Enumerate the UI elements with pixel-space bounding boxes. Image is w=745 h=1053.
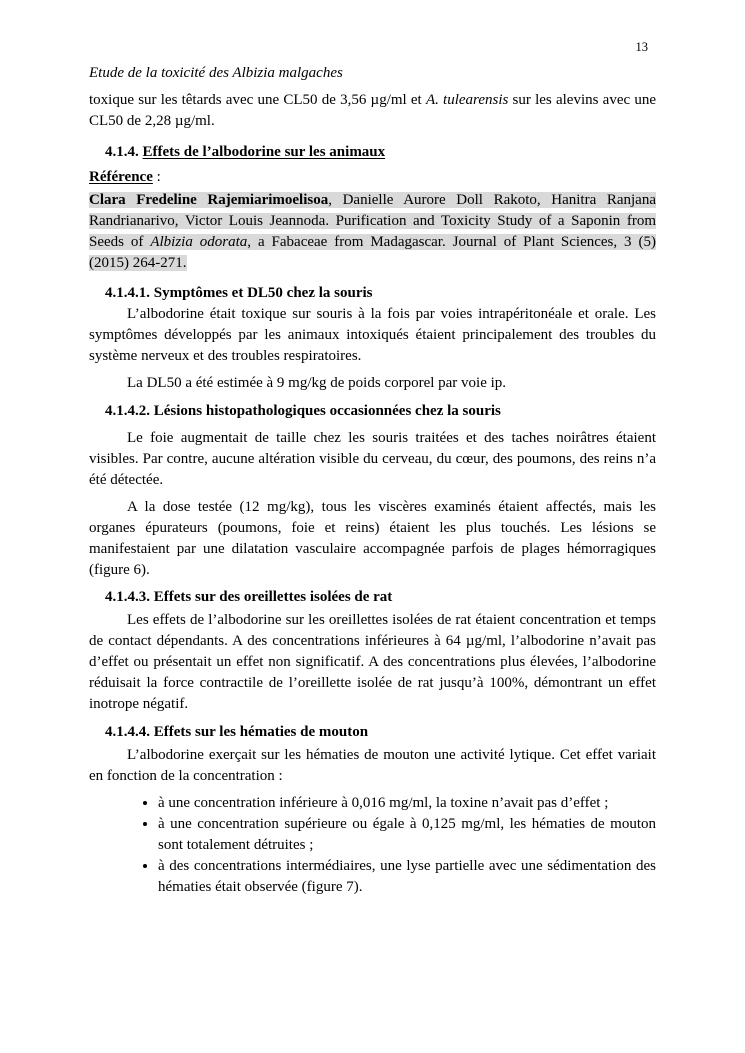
- reference-citation: [89, 190, 656, 274]
- section-title-underlined: Effets de l’albodorine sur les animaux: [142, 144, 386, 160]
- citation-authors-bold: Clara Fredeline Rajemiarimoelisoa: [89, 192, 329, 208]
- bullet-item-no-effect: • à une concentration inférieure à 0,016 mg/ml, la toxine n’avait pas d’effet ;: [158, 793, 656, 814]
- page-content: [89, 0, 656, 898]
- heading-symptoms-dl50: 4.1.4.1. Symptômes et DL50 chez la souris: [105, 285, 373, 301]
- page-number: 13: [635, 40, 648, 54]
- section-number: 4.1.4.: [105, 144, 139, 160]
- reference-label: Référence: [89, 169, 153, 185]
- intro-paragraph: [89, 90, 656, 132]
- running-header: Etude de la toxicité des Albizia malgaches: [89, 65, 343, 81]
- species-name-italic: A. tulearensis: [425, 92, 509, 108]
- bullet-item-partial-lysis: • à des concentrations intermédiaires, une lyse partielle avec une sédimentation des hématies était observée (figure 7).: [158, 856, 656, 898]
- paragraph-sheep-erythrocytes: L’albodorine exerçait sur les hématies de mouton une activité lytique. Cet effet variait en fonction de la concentration :: [89, 747, 656, 784]
- intro-text-2: sur les alevins avec une CL50 de 2,28 µg/ml.: [89, 92, 656, 129]
- paragraph-lesions-2: A la dose testée (12 mg/kg), tous les viscères examinés étaient affectés, mais les organes épurateurs (poumons, foie et reins) étaient les plus touchés. Les lésions se manifestaient par une dilatation vasculaire accompagnée parfois de plages hémorragiques (figure 6).: [89, 499, 656, 578]
- heading-lesions: 4.1.4.2. Lésions histopathologiques occasionnées chez la souris: [105, 403, 501, 419]
- bullet-item-total-lysis: • à une concentration supérieure ou égale à 0,125 mg/ml, les hématies de mouton sont totalement détruites ;: [158, 814, 656, 856]
- reference-label-line: [89, 167, 656, 188]
- paragraph-rat-atria: Les effets de l’albodorine sur les oreillettes isolées de rat étaient concentration et temps de contact dépendants. A des concentrations inférieures à 64 µg/ml, l’albodorine n’avait pas d’effet ou présentait un effet non significatif. A des concentrations plus élevées, l’albodorine réduisait la force contractile de l’oreillette isolée de rat jusqu’à 100%, démontrant un effet inotrope négatif.: [89, 612, 656, 712]
- citation-species-italic: Albizia odorata: [150, 234, 248, 250]
- intro-text-1: toxique sur les têtards avec une CL50 de 3,56 µg/ml et: [89, 92, 426, 108]
- citation-text: , Danielle Aurore Doll Rakoto, Hanitra Ranjana Randrianarivo, Victor Louis Jeannoda. Purification and Toxicity Study of a Saponin from Seeds of: [89, 192, 656, 250]
- concentration-bullet-list: [89, 793, 656, 898]
- paragraph-symptoms: L’albodorine était toxique sur souris à la fois par voies intrapéritonéale et orale. Les symptômes développés par les animaux intoxiqués étaient principalement des troubles du système nerveux et des troubles respiratoires.: [89, 306, 656, 364]
- heading-rat-atria: 4.1.4.3. Effets sur des oreillettes isolées de rat: [105, 589, 393, 605]
- reference-colon: :: [152, 169, 161, 185]
- citation-tail: , a Fabaceae from Madagascar. Journal of Plant Sciences, 3 (5) (2015) 264-271.: [89, 234, 656, 271]
- paragraph-lesions-1: Le foie augmentait de taille chez les souris traitées et des taches noirâtres étaient visibles. Par contre, aucune altération visible du cerveau, du cœur, des poumons, des reins n’a été détectée.: [89, 430, 656, 488]
- heading-sheep-erythrocytes: 4.1.4.4. Effets sur les hématies de mouton: [105, 724, 369, 740]
- paragraph-dl50: La DL50 a été estimée à 9 mg/kg de poids corporel par voie ip.: [127, 375, 507, 391]
- highlighted-citation: [89, 192, 656, 271]
- section-heading-4-1-4: [105, 142, 656, 163]
